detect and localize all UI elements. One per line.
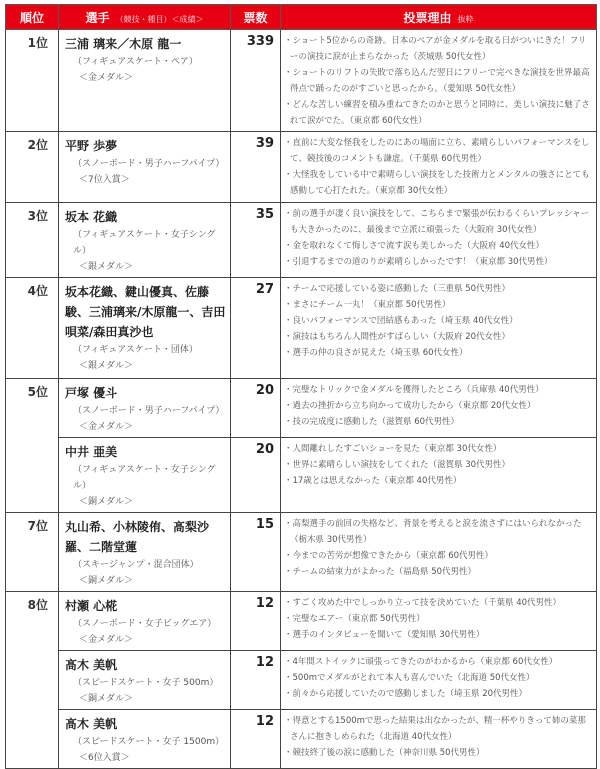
reason-item: ・ 前の選手が凄く良い演技をして、こちらまで緊張が伝わるくらいプレッシャーも大きかったのに、最後まで立派に頑張った（大阪府 30代女性） <box>284 206 592 238</box>
player-cell <box>59 203 231 278</box>
reason-item: ・ 選手の仲の良さが見えた（埼玉県 60代女性） <box>284 345 592 361</box>
reasons-cell <box>281 379 597 438</box>
reasons-cell <box>281 710 597 769</box>
reasons-cell <box>281 278 597 379</box>
player-name: 髙木 美帆 <box>65 717 118 731</box>
player-name: 三浦 璃来／木原 龍一 <box>65 37 182 51</box>
votes-cell: 12 <box>231 651 281 710</box>
header-reason <box>281 5 597 30</box>
votes-cell: 39 <box>231 132 281 203</box>
player-event: （スピードスケート・女子 1500m） <box>73 737 225 747</box>
reason-item: ・ 直前に大変な怪我をしたのにあの場面に立ち、素晴らしいパフォーマンスをして、競技後のコメントも謙虚。（千葉県 60代男性） <box>284 135 592 167</box>
reasons-cell <box>281 30 597 132</box>
reason-item: ・ 大怪我をしている中で素晴らしい演技をした技術力とメンタルの強さにとても感動して心打たれた。（東京都 30代女性） <box>284 167 592 199</box>
votes-cell: 12 <box>231 592 281 651</box>
reasons-cell <box>281 592 597 651</box>
rank-cell: 2位 <box>6 132 59 203</box>
reason-item: ・ 演技はもちろん人間性がすばらしい（大阪府 20代女性） <box>284 329 592 345</box>
reason-item: ・ 引退するまでの道のりが素晴らしかったです！（東京都 30代男性） <box>284 254 592 270</box>
table-row <box>6 513 597 592</box>
header-player <box>59 5 231 30</box>
reason-item: ・ 技の完成度に感動した（滋賀県 60代男性） <box>284 414 592 430</box>
player-cell <box>59 132 231 203</box>
reason-item: ・ 金を取れなくて悔しさで流す涙も美しかった（大阪府 40代女性） <box>284 238 592 254</box>
reasons-cell <box>281 651 597 710</box>
reason-item: ・ 500mでメダルがとれて本人も喜んでいた（北海道 50代女性） <box>284 670 592 686</box>
player-result: ＜金メダル＞ <box>79 635 134 645</box>
table-row <box>6 379 597 438</box>
reason-item: ・ すごく攻めた中でしっかり立って技を決めていた（千葉県 40代男性） <box>284 595 592 611</box>
table-row <box>6 592 597 651</box>
header-reason-sublabel: 抜粋 <box>457 14 474 24</box>
player-result: ＜金メダル＞ <box>79 73 134 83</box>
player-cell <box>59 30 231 132</box>
reason-item: ・ 今までの苦労が想像できたから（東京都 60代男性） <box>284 548 592 564</box>
player-result: ＜銅メダル＞ <box>79 694 134 704</box>
table-row <box>6 438 597 513</box>
reason-item: ・ 17歳とは思えなかった（東京都 40代男性） <box>284 473 592 489</box>
reasons-cell <box>281 132 597 203</box>
votes-cell: 27 <box>231 278 281 379</box>
player-cell <box>59 278 231 379</box>
player-result: ＜銅メダル＞ <box>79 497 134 507</box>
reason-item: ・ 世界に素晴らしい演技をしてくれた（滋賀県 30代男性） <box>284 457 592 473</box>
header-reason-label: 投票理由 <box>403 10 452 25</box>
rank-cell: 3位 <box>6 203 59 278</box>
player-event: （フィギュアスケート・女子シングル） <box>73 465 216 491</box>
reason-item: ・ チームで応援している姿に感動した（三重県 50代男性） <box>284 281 592 297</box>
player-event: （スノーボード・男子ハーフパイプ） <box>73 406 225 416</box>
table-row <box>6 278 597 379</box>
player-result: ＜金メダル＞ <box>79 422 134 432</box>
reason-item: ・ 4年間ストイックに頑張ってきたのがわかるから（東京都 60代女性） <box>284 654 592 670</box>
rank-cell: 8位 <box>6 592 59 769</box>
table-row <box>6 203 597 278</box>
reason-item: ・ 人間離れしたすごいショーを見た（東京都 30代女性） <box>284 441 592 457</box>
header-rank-label: 順位 <box>19 10 44 25</box>
player-event: （スノーボード・女子ビッグエア） <box>73 619 217 629</box>
reason-item: ・ 前々から応援していたので感動しました（埼玉県 20代男性） <box>284 686 592 702</box>
reasons-cell <box>281 438 597 513</box>
reason-item: ・ 過去の挫折から立ち向かって成功したから（東京都 20代女性） <box>284 398 592 414</box>
reasons-cell <box>281 203 597 278</box>
player-name: 坂本花織、鍵山優真、佐藤駿、三浦璃来/木原龍一、吉田唄菜/森田真沙也 <box>65 285 226 339</box>
reason-item: ・ まさにチーム一丸！（東京都 50代男性） <box>284 297 592 313</box>
votes-cell: 35 <box>231 203 281 278</box>
votes-cell: 20 <box>231 379 281 438</box>
player-event: （フィギュアスケート・女子シングル） <box>73 230 216 256</box>
reason-item: ・ どんな苦しい練習を積み重ねてきたのかと思うと同時に、美しい演技に魅了されて涙がでた。（東京都 60代女性） <box>284 97 592 129</box>
player-name: 髙木 美帆 <box>65 658 118 672</box>
reason-item: ・ 選手のインタビューを聞いて（愛知県 30代男性） <box>284 627 592 643</box>
header-rank <box>6 5 59 30</box>
reason-item: ・ 得意とする1500mで思った結果は出なかったが、精一杯やりきって姉の菜那さんに抱きしめられた（北海道 40代女性） <box>284 713 592 745</box>
table-row <box>6 710 597 769</box>
player-result: ＜6位入賞＞ <box>79 753 130 763</box>
player-result: ＜銅メダル＞ <box>79 576 134 586</box>
player-result: ＜銀メダル＞ <box>79 361 134 371</box>
header-player-label: 選手 <box>85 10 110 25</box>
votes-cell: 339 <box>231 30 281 132</box>
header-player-sublabel: （競技・種目）＜成績＞ <box>115 14 204 24</box>
reason-item: ・ 競技終了後の涙に感動した（神奈川県 50代男性） <box>284 745 592 761</box>
table-row <box>6 651 597 710</box>
reason-item: ・ ショートのリフトの失敗で落ち込んだ翌日にフリーで完ぺきな演技を世界最高得点で踊ったのがすごいと思ったから。（愛知県 50代女性） <box>284 65 592 97</box>
player-result: ＜7位入賞＞ <box>79 175 130 185</box>
ranking-table <box>5 4 597 769</box>
reason-item: ・ ショート5位からの奇跡。日本のペアが金メダルを取る日がついにきた！フリーの演技に涙が止まらなかった（茨城県 50代女性） <box>284 33 592 65</box>
reason-item: ・ 完璧なトリックで金メダルを獲得したところ（兵庫県 40代男性） <box>284 382 592 398</box>
player-cell <box>59 592 231 651</box>
player-name: 村瀬 心椛 <box>65 599 118 613</box>
reason-item: ・ 良いパフォーマンスで団結感もあった（埼玉県 40代女性） <box>284 313 592 329</box>
table-row <box>6 132 597 203</box>
player-name: 丸山希、小林陵侑、髙梨沙羅、二階堂蓮 <box>65 520 210 554</box>
header-votes-label: 票数 <box>243 10 268 25</box>
votes-cell: 12 <box>231 710 281 769</box>
player-name: 平野 歩夢 <box>65 139 118 153</box>
player-name: 中井 亜美 <box>65 445 118 459</box>
votes-cell: 15 <box>231 513 281 592</box>
table-row <box>6 30 597 132</box>
rank-cell: 4位 <box>6 278 59 379</box>
votes-cell: 20 <box>231 438 281 513</box>
reasons-cell <box>281 513 597 592</box>
player-event: （スピードスケート・女子 500m） <box>73 678 219 688</box>
reason-item: ・ 完璧なエアー（東京都 50代男性） <box>284 611 592 627</box>
header-row <box>6 5 597 30</box>
rank-cell: 5位 <box>6 379 59 513</box>
header-votes <box>231 5 281 30</box>
player-cell <box>59 438 231 513</box>
rank-cell: 7位 <box>6 513 59 592</box>
player-cell <box>59 513 231 592</box>
player-cell <box>59 710 231 769</box>
player-cell <box>59 651 231 710</box>
player-event: （フィギュアスケート・団体） <box>73 345 198 355</box>
player-name: 戸塚 優斗 <box>65 386 118 400</box>
player-name: 坂本 花織 <box>65 210 118 224</box>
player-event: （スノーボード・男子ハーフパイプ） <box>73 159 225 169</box>
player-cell <box>59 379 231 438</box>
reason-item: ・ 高梨選手の前回の失格など、背景を考えると涙を流さずにはいられなかった（栃木県 30代男性） <box>284 516 592 548</box>
player-result: ＜銀メダル＞ <box>79 262 134 272</box>
player-event: （フィギュアスケート・ペア） <box>73 57 198 67</box>
rank-cell: 1位 <box>6 30 59 132</box>
reason-item: ・ チームの結束力がよかった（福島県 50代男性） <box>284 564 592 580</box>
player-event: （スキージャンプ・混合団体） <box>73 560 199 570</box>
